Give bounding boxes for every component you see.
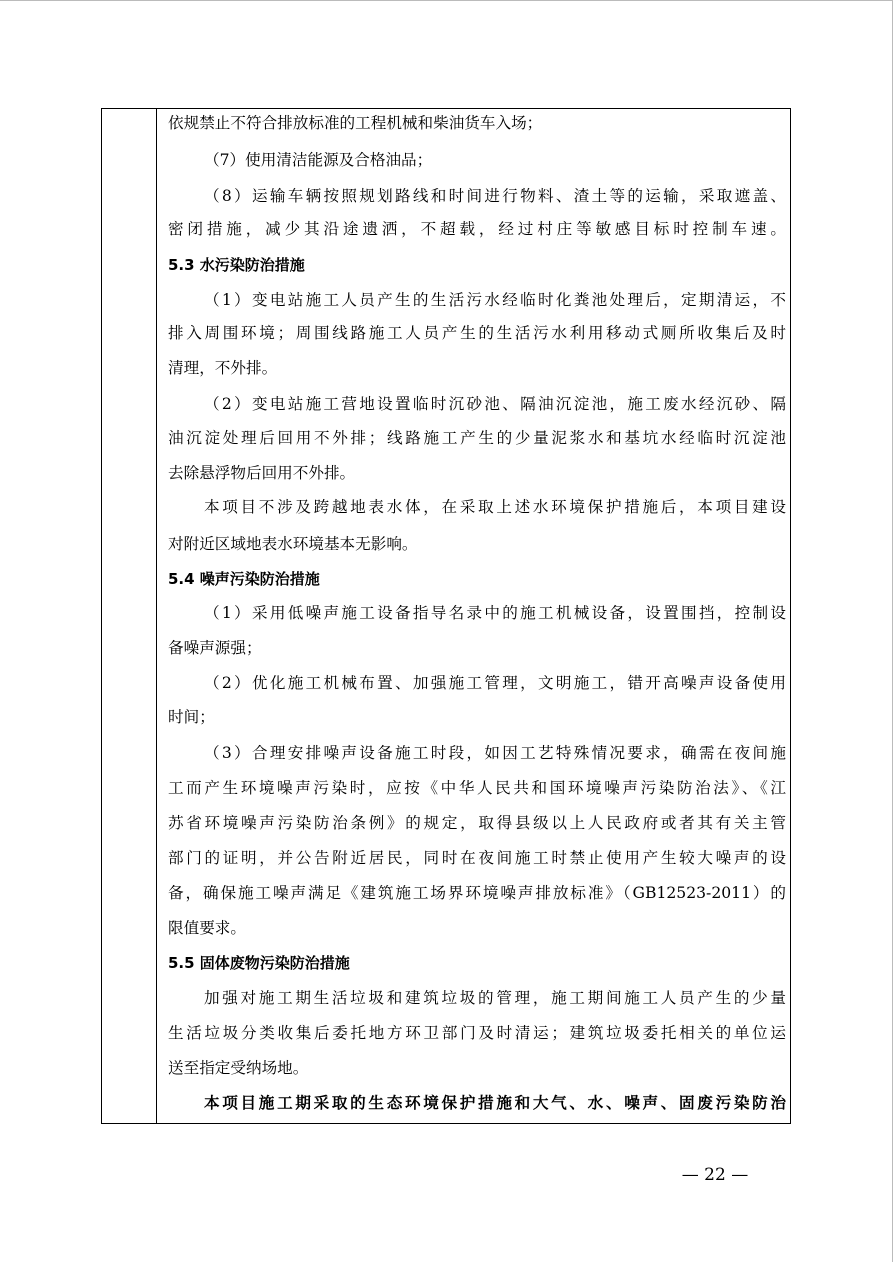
text-line-bold: 本项目施工期采取的生态环境保护措施和大气、水、噪声、固废污染防治: [204, 1093, 786, 1112]
table-left-column: [102, 109, 157, 1123]
text-line: 对附近区域地表水环境基本无影响。: [168, 535, 418, 553]
content-table: [101, 108, 791, 1124]
text-line: 油沉淀处理后回用不外排；线路施工产生的少量泥浆水和基坑水经临时沉淀池: [168, 429, 786, 447]
text-line: 本项目不涉及跨越地表水体，在采取上述水环境保护措施后，本项目建设: [204, 498, 786, 516]
text-line: 送至指定受纳场地。: [168, 1059, 309, 1077]
text-line: （3）合理安排噪声设备施工时段，如因工艺特殊情况要求，确需在夜间施: [204, 744, 786, 762]
text-line: 加强对施工期生活垃圾和建筑垃圾的管理，施工期间施工人员产生的少量: [204, 989, 786, 1007]
text-line: 清理，不外排。: [168, 359, 278, 377]
section-heading-5-4: 5.4 噪声污染防治措施: [168, 570, 320, 588]
text-line: 备噪声源强；: [168, 639, 262, 657]
text-line: 工而产生环境噪声污染时，应按《中华人民共和国环境噪声污染防治法》、《江: [168, 779, 786, 797]
page-edge-top: [0, 0, 892, 1]
text-line: 生活垃圾分类收集后委托地方环卫部门及时清运；建筑垃圾委托相关的单位运: [168, 1024, 786, 1042]
text-line: 限值要求。: [168, 919, 246, 937]
text-line: （2）变电站施工营地设置临时沉砂池、隔油沉淀池，施工废水经沉砂、隔: [204, 395, 786, 413]
text-line: （1）采用低噪声施工设备指导名录中的施工机械设备，设置围挡，控制设: [204, 604, 786, 622]
text-line: 去除悬浮物后回用不外排。: [168, 464, 356, 482]
text-line: 部门的证明，并公告附近居民，同时在夜间施工时禁止使用产生较大噪声的设: [168, 849, 786, 867]
text-line: （8）运输车辆按照规划路线和时间进行物料、渣土等的运输，采取遮盖、: [204, 187, 786, 205]
text-line: （2）优化施工机械布置、加强施工管理，文明施工，错开高噪声设备使用: [204, 674, 786, 692]
text-line: 时间；: [168, 708, 215, 726]
text-line: 依规禁止不符合排放标准的工程机械和柴油货车入场；: [168, 114, 543, 132]
text-line: 密闭措施，减少其沿途遗洒，不超载，经过村庄等敏感目标时控制车速。: [168, 220, 786, 238]
text-line: 备，确保施工噪声满足《建筑施工场界环境噪声排放标准》（GB12523-2011）的: [168, 884, 786, 902]
section-heading-5-3: 5.3 水污染防治措施: [168, 256, 305, 274]
section-heading-5-5: 5.5 固体废物污染防治措施: [168, 954, 350, 972]
text-line: （1）变电站施工人员产生的生活污水经临时化粪池处理后，定期清运，不: [204, 291, 786, 309]
page-number: — 22 —: [681, 1165, 749, 1185]
text-line: 苏省环境噪声污染防治条例》的规定，取得县级以上人民政府或者其有关主管: [168, 814, 786, 832]
text-line: 排入周围环境；周围线路施工人员产生的生活污水利用移动式厕所收集后及时: [168, 324, 786, 342]
text-line: （7）使用清洁能源及合格油品；: [204, 151, 433, 169]
